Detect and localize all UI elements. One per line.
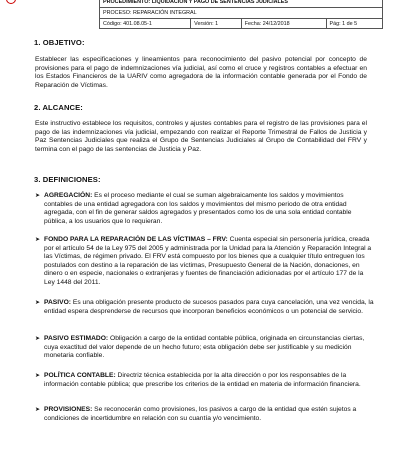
institution-logo [2, 0, 32, 6]
document-code: Código: 401.08.05-1 [100, 19, 191, 29]
definition-item [35, 299, 374, 316]
definition-text: Es una obligación presente producto de sucesos pasados para cuya cancelación, una vez vencida, la entidad espera desprenderse de recursos que incorporan beneficios económicos o un potencial de servicio. [44, 299, 374, 315]
alcance-paragraph: Este instructivo establece los requisitos, controles y ajustes contables para el registro de las provisiones para el pago de las indemnizaciones vía judicial, empezando con realizar el Reporte Trimestral de Fallos de Justicia y Paz Sentencias Judiciales que realiza el Grupo de Sentencias Judiciales al Grupo de Contabilidad del FRV y termina con el pago de las sentencias de Justicia y Paz. [35, 120, 367, 153]
section-heading-alcance: 2. ALCANCE: [34, 103, 83, 112]
definition-text: Se reconocerán como provisiones, los pasivos a cargo de la entidad que estén sujetos a condiciones de incertidumbre en relación con su cuantía y/o vencimiento. [44, 406, 357, 422]
definition-text: Obligación a cargo de la entidad contable pública, originada en circunstancias ciertas, cuya exactitud del valor depende de un hecho futuro; esta obligación debe ser justificable y su medición monetaria confiable. [44, 335, 365, 360]
document-title: PROCEDIMIENTO: LIQUIDACIÓN Y PAGO DE SENTENCIAS JUDICIALES [100, 0, 383, 8]
bullet-icon: ➤ [35, 237, 41, 243]
definition-term: PASIVO: [44, 299, 72, 306]
definition-item [35, 192, 374, 226]
definition-item [35, 335, 374, 361]
bullet-icon: ➤ [35, 373, 41, 379]
page-number: Pág: 1 de 5 [326, 19, 382, 29]
bullet-icon: ➤ [35, 193, 41, 199]
section-heading-definiciones: 3. DEFINICIONES: [34, 175, 101, 184]
process-name: PROCESO: REPARACIÓN INTEGRAL [100, 8, 383, 19]
document-date: Fecha: 24/12/2018 [241, 19, 326, 29]
bullet-icon: ➤ [35, 407, 41, 413]
objetivo-paragraph: Establecer las especificaciones y lineamientos para reconocimiento del pasivo potencial por concepto de provisiones para el pago de indemnizaciones vía judicial, así como el cruce y registros contables a efectuar en los Estados Financieros de la UARIV como agregadora de la información contable generada por el Fondo de Reparación de Víctimas. [35, 56, 367, 89]
bullet-icon: ➤ [35, 336, 41, 342]
definition-term: AGREGACIÓN: [44, 192, 93, 199]
definition-term: PASIVO ESTIMADO: [44, 335, 109, 342]
document-header [0, 0, 400, 33]
document-version: Versión: 1 [191, 19, 242, 29]
definition-term: FONDO PARA LA REPARACIÓN DE LAS VÍCTIMAS – FRV: [44, 236, 228, 243]
definition-item [35, 372, 374, 389]
header-table [99, 0, 383, 29]
definition-text: Es el proceso mediante el cual se suman algebraicamente los saldos y movimientos contables de una entidad agregadora con los saldos y movimientos del mismo periodo de otra entidad agregada, con el fin de generar saldos agregados y presentados como los de una sola entidad contable pública, a los usuarios que lo requieran. [44, 192, 352, 225]
section-heading-objetivo: 1. OBJETIVO: [34, 38, 85, 47]
definition-text: Cuenta especial sin personería jurídica, creada por el artículo 54 de la Ley 975 del 2005 y administrada por la Unidad para la Atención y Reparación Integral a las Víctimas, de régimen privado. El FRV está compuesto por los bienes que a cualquier título entreguen los postulados con destino a la reparación de las víctimas, Presupuesto General de la Nación, donaciones, en dinero o en especie, nacionales o extranjeras y fuentes de financiación adicionadas por el artículo 177 de la Ley 1448 del 2011. [44, 236, 372, 286]
definition-term: PROVISIONES: [44, 406, 93, 413]
definition-item [35, 406, 374, 423]
definition-item [35, 236, 374, 288]
bullet-icon: ➤ [35, 300, 41, 306]
definition-text: Directriz técnica establecida por la alta dirección o por los responsables de la información contable pública; que prescribe los criterios de la entidad en materia de información financiera. [44, 372, 361, 388]
definition-term: POLÍTICA CONTABLE: [44, 372, 116, 379]
